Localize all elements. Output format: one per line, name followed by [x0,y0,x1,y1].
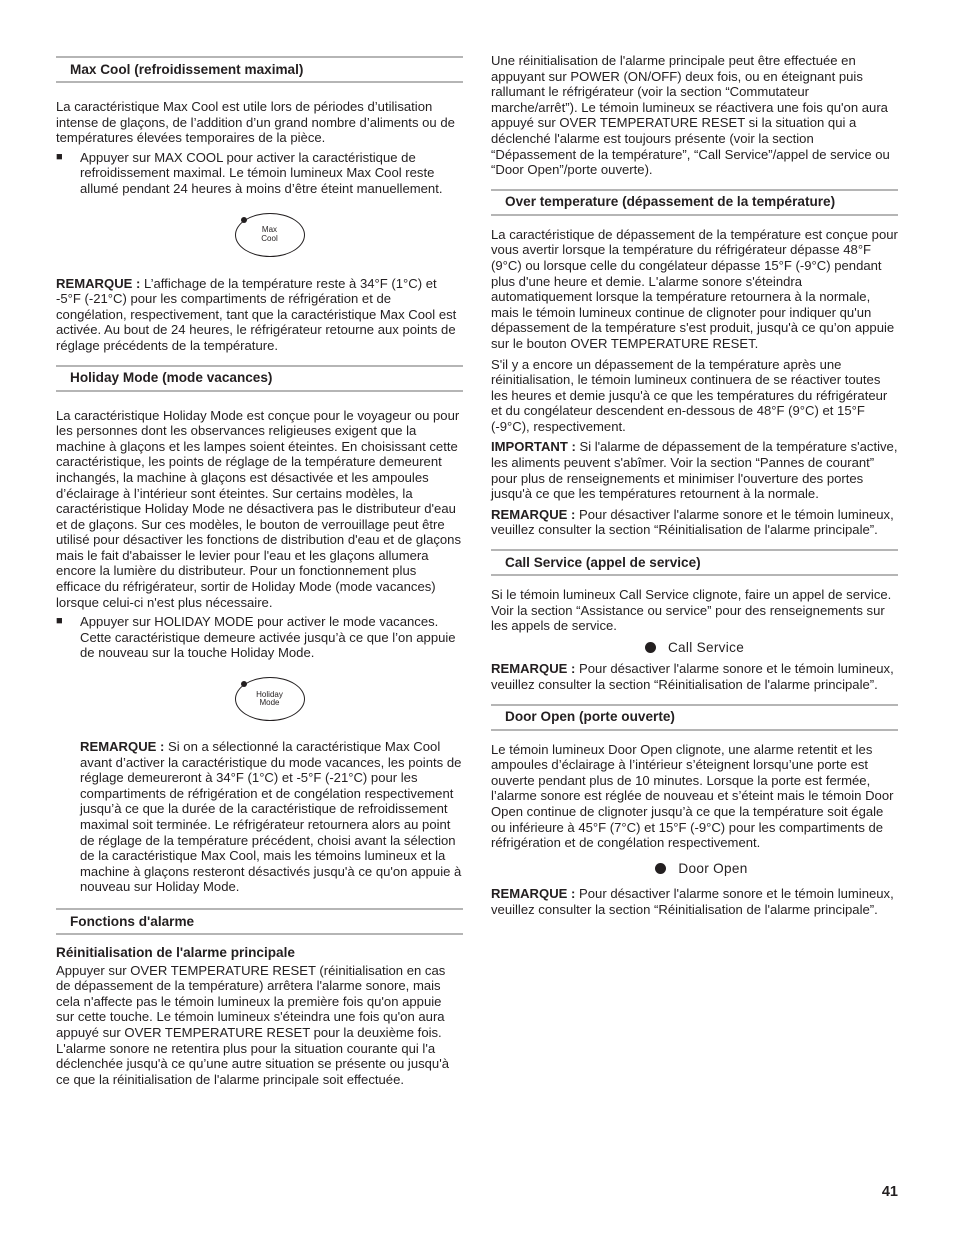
section-header-holiday: Holiday Mode (mode vacances) [56,365,463,392]
holiday-bullet [56,614,463,661]
note-label: REMARQUE : [80,739,165,755]
section-header-max-cool: Max Cool (refroidissement maximal) [56,56,463,83]
call-service-indicator [491,640,898,656]
note-text: Pour désactiver l'alarme sonore et le témoin lumineux, veuillez consulter la section “Réinitialisation de l'alarme principale”. [491,886,894,917]
important-text: Si l'alarme de dépassement de la température s'active, les aliments peuvent s'abîmer. Voir la section “Pannes de courant” pour plus de renseignements et minimiser l'ouverture des portes jusqu'à ce que les températures retournent à la normale. [491,439,898,502]
note-text: Pour désactiver l'alarme sonore et le témoin lumineux, veuillez consulter la section “Réinitialisation de l'alarme principale”. [491,661,894,692]
holiday-intro: La caractéristique Holiday Mode est conçue pour le voyageur ou pour les personnes dont les observances religieuses exigent que la machine à glaçons et les lampes soient éteintes. En choisissant cette caractéristique, les points de réglage de la température demeurent inchangés, la machine à glaçons est désactivée et les ampoules d’éclairage à l’intérieur sont éteintes. Sur certains modèles, la caractéristique Holiday Mode ne désactivera pas le distributeur d'eau et de glaçons. Sur ces modèles, le bouton de verrouillage peut être utilisé pour désactiver les fonctions de distribution d'eau et de glaçons mais le fait d'abaisser le levier pour l'eau et les glaçons allumera encore la lumière du distributeur. Pour un fonctionnement plus efficace du réfrigérateur, sortir de Holiday Mode (mode vacances) lorsque celui-ci n'est plus nécessaire. [56,407,462,610]
section-header-over-temperature: Over temperature (dépassement de la température) [491,189,898,216]
over-temp-p2: S'il y a encore un dépassement de la température après une réinitialisation, le témoin lumineux continuera de se réactiver toutes les heures et demie jusqu'à ce que les températures du réfrigérateur et du congélateur descendent en-dessous de 48°F (9°C) et 15°F (-9°C), respectivement. [491,356,888,434]
max-cool-button-icon [235,213,305,257]
section-header-alarm: Fonctions d'alarme [56,908,463,935]
button-label-line1: Holiday [256,689,283,699]
holiday-note [56,739,463,895]
note-text: Si on a sélectionné la caractéristique Max Cool avant d’activer la caractéristique du mode vacances, les points de réglage demeureront à 34°F (1°C) et -5°F (-21°C) pour les compartiments de réfrigération et de congélation respectivement jusqu’à ce que la durée de la caractéristique de refroidissement maximal soit terminée. Le réfrigérateur retournera alors au point de réglage de la température précédent, choisi avant la sélection de la caractéristique Max Cool, mais les témoins lumineux et la machine à glaçons resteront désactivés jusqu'à ce qu'on appuie à nouveau sur Holiday Mode. [80,739,462,895]
right-column [491,53,898,918]
section-header-door-open: Door Open (porte ouverte) [491,704,898,731]
max-cool-note [56,276,463,354]
note-label: REMARQUE : [491,506,576,522]
alarm-reset-text: Appuyer sur OVER TEMPERATURE RESET (réinitialisation en cas de dépassement de la température) arrêtera l'alarme sonore, mais cela n'affecte pas le témoin lumineux la première fois qu'on appuie sur cette touche. Le témoin lumineux s'éteindra une fois qu'on aura appuyé sur OVER TEMPERATURE RESET pour la deuxième fois. L'alarme sonore ne retentira plus pour la situation courante qui l'a déclenchée jusqu'à ce qu’une autre situation se présente ou jusqu'à ce que la réinitialisation de l'alarme principale soit effectuée. [56,962,449,1087]
max-cool-button-figure [56,213,463,257]
max-cool-bullet [56,150,463,197]
button-label-line2: Cool [261,233,278,243]
note-label: REMARQUE : [56,275,141,291]
indicator-light-icon [655,863,666,874]
indicator-light-icon [645,642,656,653]
important-label: IMPORTANT : [491,439,576,455]
indicator-label: Call Service [667,639,745,655]
button-label-line1: Max [261,225,278,235]
holiday-button-figure [56,677,463,721]
over-temp-important [491,439,898,501]
section-header-call-service: Call Service (appel de service) [491,549,898,576]
holiday-mode-button-icon [235,677,305,721]
note-label: REMARQUE : [491,661,576,677]
note-label: REMARQUE : [491,886,576,902]
note-text: L’affichage de la température reste à 34°F (1°C) et -5°F (-21°C) pour les compartiments de réfrigération et de congélation, respectivement, tant que la caractéristique Max Cool est activée. Au bout de 24 heures, le réfrigérateur retourne aux points de réglage précédents de la température. [56,275,457,353]
button-label-line2: Mode [259,698,280,708]
bullet-text: Appuyer sur HOLIDAY MODE pour activer le mode vacances. Cette caractéristique demeure activée jusqu’à ce que l’on appuie de nouveau sur la touche Holiday Mode. [80,614,456,661]
door-open-indicator [491,861,898,877]
door-open-note [491,886,898,917]
over-temp-p1: La caractéristique de dépassement de la température est conçue pour vous avertir lorsque la température du réfrigérateur dépasse 48°F (9°C) ou lorsque celle du congélateur dépasse 15°F (-9°C) pendant plus d'une heure et demie. L'alarme sonore s'éteindra automatiquement lorsque la température retournera à la normale, mais le témoin lumineux continue de clignoter pour indiquer qu'un dépassement de la température s'est produit, jusqu'à ce qu’on appuie sur le bouton OVER TEMPERATURE RESET. [491,226,898,351]
bullet-square-icon: ■ [56,150,63,163]
bullet-text: Appuyer sur MAX COOL pour activer la caractéristique de refroidissement maximal. Le témoin lumineux Max Cool reste allumé pendant 24 heures à moins d’être éteint manuellement. [80,149,443,196]
call-service-note [491,661,898,692]
max-cool-intro: La caractéristique Max Cool est utile lors de périodes d’utilisation intense de glaçons, de l’addition d’un grand nombre d’aliments ou de températures élevées temporaires de la pièce. [56,99,455,146]
indicator-dot-icon [241,217,247,223]
over-temp-note [491,507,898,538]
alarm-subheader: Réinitialisation de l'alarme principale [56,944,295,960]
note-text: Pour désactiver l'alarme sonore et le témoin lumineux, veuillez consulter la section “Réinitialisation de l'alarme principale”. [491,506,894,538]
alarm-reset-continued: Une réinitialisation de l'alarme principale peut être effectuée en appuyant sur POWER (ON/OFF) deux fois, ou en éteignant puis rallumant le réfrigérateur (voir la section “Commutateur marche/arrêt”). Le témoin lumineux se réactivera une fois qu'on aura appuyé sur OVER TEMPERATURE RESET si la situation qui a déclenché l'alarme est toujours présente (voir la section “Dépassement de la température”, “Call Service”/appel de service ou “Door Open”/porte ouverte). [491,53,890,178]
page-number: 41 [881,1184,898,1200]
indicator-dot-icon [241,681,247,687]
door-open-text: Le témoin lumineux Door Open clignote, une alarme retentit et les ampoules d’éclairage à l’intérieur s’éteignent lorsqu’une porte est ouverte pendant plus de 10 minutes. Lorsque la porte est fermée, l’alarme sonore est réglée de nouveau et s’éteint mais le témoin Door Open continue de clignoter jusqu’à ce que la température soit égale ou inférieure à 45°F (7°C) et 15°F (-9°C) pour les compartiments de réfrigération et de congélation respectivement. [491,741,894,851]
call-service-text: Si le témoin lumineux Call Service clignote, faire un appel de service. Voir la section “Assistance ou service” pour des renseignements sur les appels de service. [491,587,892,634]
indicator-label: Door Open [678,860,748,876]
bullet-square-icon: ■ [56,615,63,628]
left-column [56,56,463,1087]
